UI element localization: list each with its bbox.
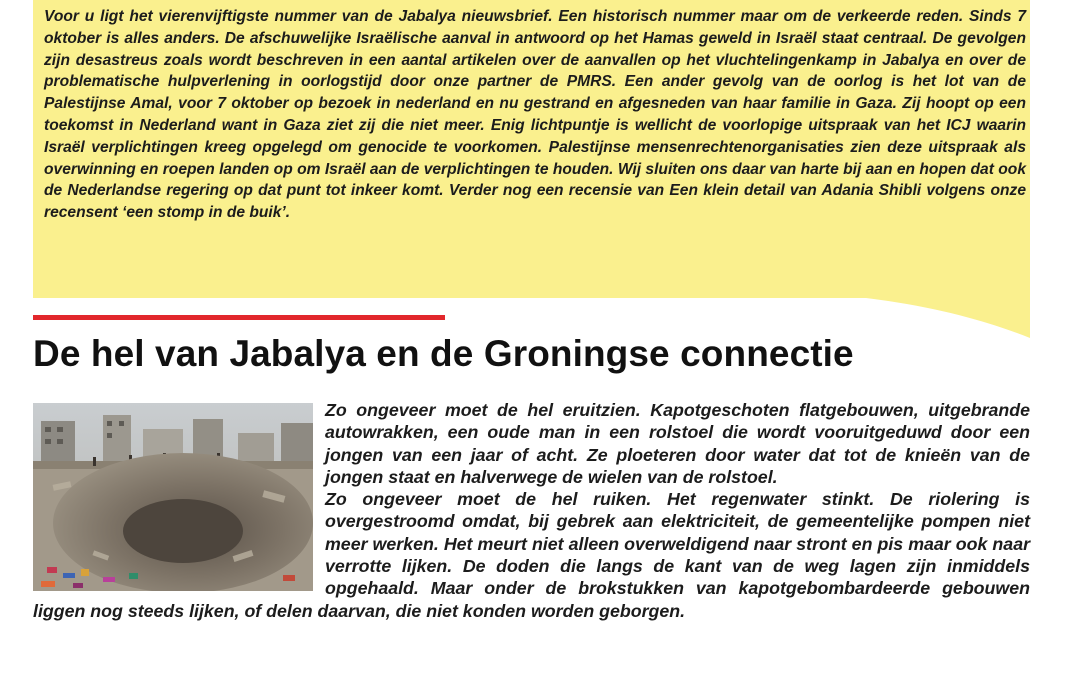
article-headline: De hel van Jabalya en de Groningse connectie: [33, 333, 854, 374]
photo-spacer: [33, 399, 325, 595]
accent-rule: [33, 315, 445, 320]
article-paragraph-1: Zo ongeveer moet de hel eruitzien. Kapotgeschoten flatgebouwen, uitgebrande autowrakken, een oude man in een rolstoel die wordt vooruitgeduwd door een jongen van een jaar of acht. Ze ploeteren door water dat tot de knieën van de jongen staat en halverwege de wielen van de rolstoel.: [325, 400, 1030, 487]
intro-text: Voor u ligt het vierenvijftigste nummer van de Jabalya nieuwsbrief. Een historisch nummer maar om de verkeerde reden. Sinds 7 oktober is alles anders. De afschuwelijke Israëlische aanval in antwoord op het Hamas geweld in Israël staat centraal. De gevolgen zijn desastreus zoals wordt beschreven in een aantal artikelen over de aanvallen op het vluchtelingenkamp in Jabalya en over de problematische hulpverlening in oorlogstijd door onze partner de PMRS. Een ander gevolg van de oorlog is het lot van de Palestijnse Amal, voor 7 oktober op bezoek in nederland en nu gestrand en afgesneden van haar familie in Gaza. Zij hoopt op een toekomst in Nederland want in Gaza ziet zij die niet meer. Enig lichtpuntje is wellicht de voorlopige uitspraak van het ICJ waarin Israël verplichtingen kreeg opgelegd om genocide te voorkomen. Palestijnse mensenrechtenorganisaties zien deze uitspraak als overwinning en roepen landen op om Israël aan de verplichtingen te houden. Wij sluiten ons daar van harte bij aan en hopen dat ook de Nederlandse regering op dat punt tot inkeer komt. Verder nog een recensie van Een klein detail van Adania Shibli volgens onze recensent ‘een stomp in de buik’.: [44, 8, 1026, 222]
article-body: [33, 399, 1030, 675]
article-paragraph-2: Zo ongeveer moet de hel ruiken. Het regenwater stinkt. De riolering is overgestroomd omdat, bij gebrek aan elektriciteit, de gemeentelijke pompen niet meer werken. Het meurt niet alleen overweldigend naar stront en pis maar ook naar verrotte lijken. De doden die langs de kant van de weg lagen zijn inmiddels opgehaald. Maar onder de brokstukken van kapotgebombardeerde gebouwen liggen nog steeds lijken, of delen daarvan, die niet konden worden geborgen.: [33, 489, 1030, 621]
